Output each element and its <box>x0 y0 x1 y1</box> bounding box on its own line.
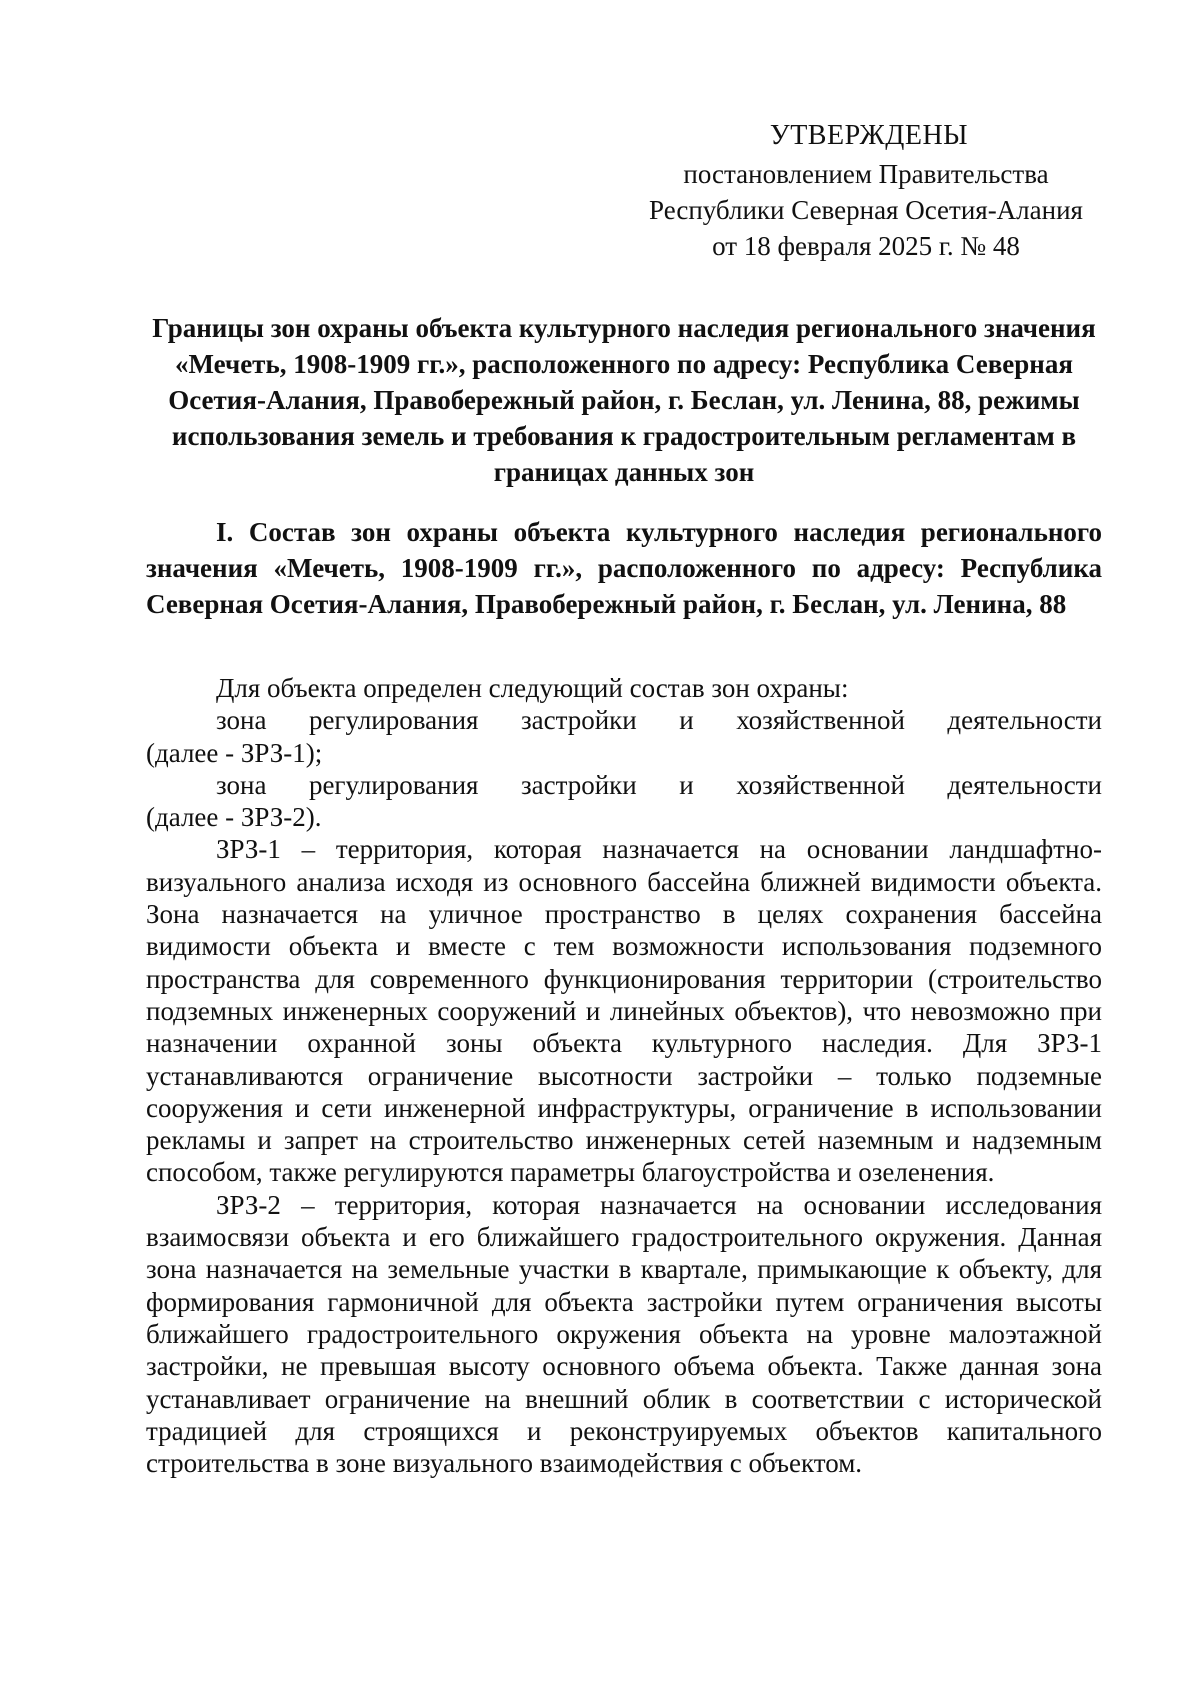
approval-line-1: постановлением Правительства <box>683 159 1049 189</box>
section-1-heading: I. Состав зон охраны объекта культурного наследия регионального значения «Мечеть, 1908-1909 гг.», расположенного по адресу: Республика Северная Осетия-Алания, Правобережный район, г. Беслан, ул. Ленина, 88 <box>146 517 1102 619</box>
zone-1-definition: зона регулирования застройки и хозяйственной деятельности <box>216 705 1102 736</box>
zrz-2-paragraph: ЗРЗ-2 – территория, которая назначается на основании исследования взаимосвязи объекта и его ближайшего градостроительного окружения. Данная зона назначается на земельные участки в квартале, примыкающие к объекту, для формирования гармоничной для объекта застройки путем ограничения высоты ближайшего градостроительного окружения объекта на уровне малоэтажной застройки, не превышая высоту основного объема объекта. Также данная зона устанавливает ограничение на внешний облик в соответствии с исторической традицией для строящихся и реконструируемых объектов капитального строительства в зоне визуального взаимодействия с объектом. <box>146 1189 1102 1479</box>
zone-2-definition: зона регулирования застройки и хозяйственной деятельности <box>216 769 1102 800</box>
approval-heading: УТВЕРЖДЕНЫ <box>769 120 969 151</box>
approval-line-3: от 18 февраля 2025 г. № 48 <box>712 231 1020 261</box>
zrz-1-paragraph: ЗРЗ-1 – территория, которая назначается на основании ландшафтно-визуального анализа исходя из основного бассейна ближней видимости объекта. Зона назначается на уличное пространство в целях сохранения бассейна видимости объекта и вместе с тем возможности использования подземного пространства для современного функционирования территории (строительство подземных инженерных сооружений и линейных объектов), что невозможно при назначении охранной зоны объекта культурного наследия. Для ЗРЗ-1 устанавливаются ограничение высотности застройки – только подземные сооружения и сети инженерной инфраструктуры, ограничение в использовании рекламы и запрет на строительство инженерных сетей наземным и надземным способом, также регулируются параметры благоустройства и озеленения. <box>146 834 1102 1188</box>
zones-intro: Для объекта определен следующий состав зон охраны: <box>216 673 849 703</box>
approval-stamp <box>600 118 1120 264</box>
document-title: Границы зон охраны объекта культурного наследия регионального значения «Мечеть, 1908-1909 гг.», расположенного по адресу: Республика Северная Осетия-Алания, Правобережный район, г. Беслан, ул. Ленина, 88, режимы использования земель и требования к градостроительным регламентам в границах данных зон <box>152 313 1096 487</box>
section-1-body <box>146 672 1102 1479</box>
approval-line-2: Республики Северная Осетия-Алания <box>649 195 1083 225</box>
zone-2-abbreviation: (далее - ЗРЗ-2). <box>146 802 322 833</box>
zone-1-abbreviation: (далее - ЗРЗ-1); <box>146 737 323 768</box>
